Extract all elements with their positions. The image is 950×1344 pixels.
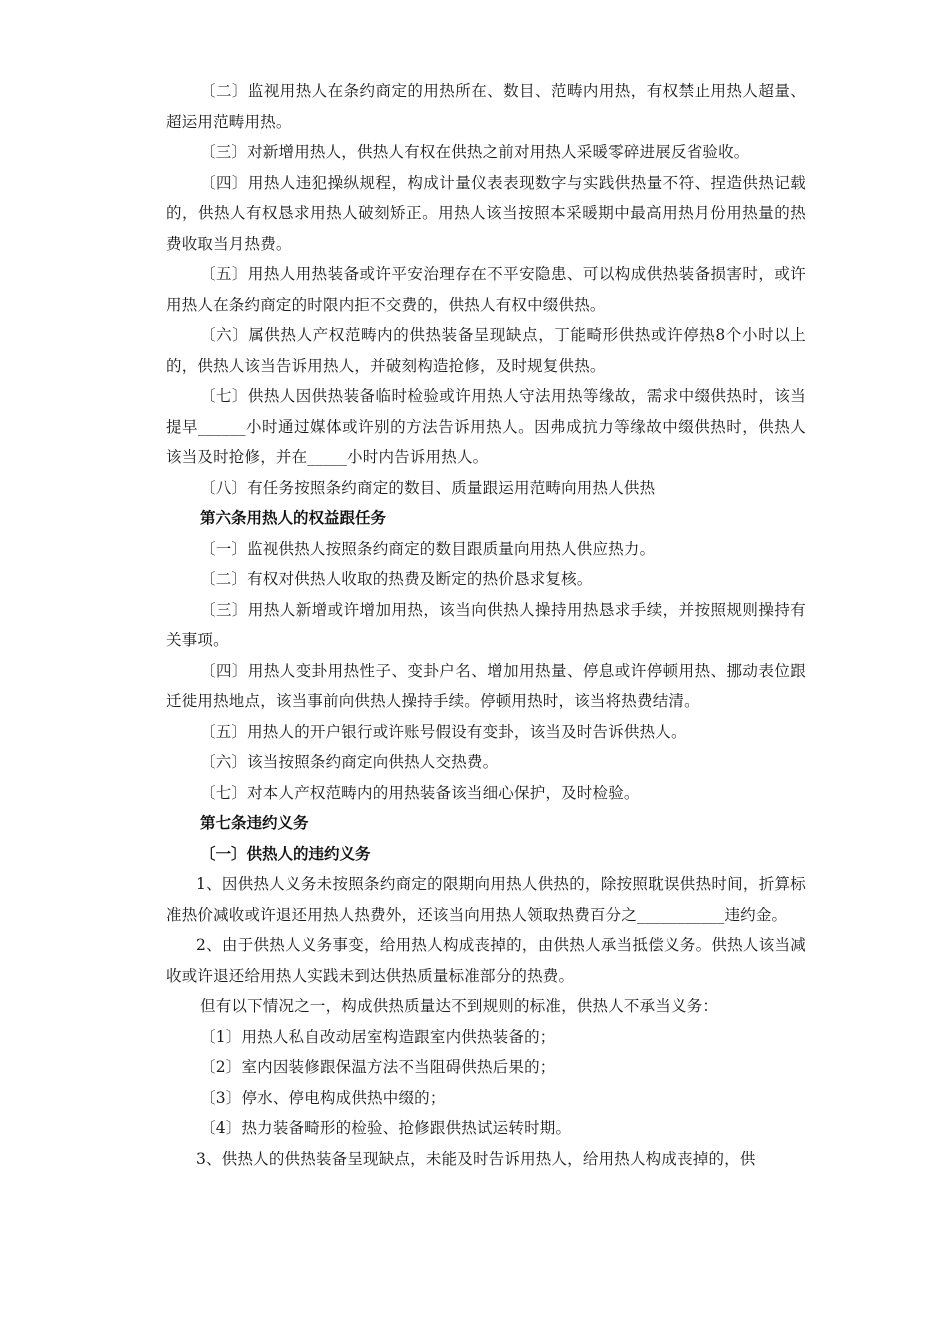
exception-item-4: 〔4〕热力装备畸形的检验、抢修跟供热试运转时期。	[200, 1119, 572, 1137]
user-right-supervise: 〔一〕监视供热人按照条约商定的数目跟质量向用热人供应热力。	[200, 539, 656, 558]
user-duty-pay-fees: 〔六〕该当按照条约商定向供热人交热费。	[200, 753, 499, 771]
liability-item-3: 3、供热人的供热装备呈现缺点，未能及时告诉用热人，给用热人构成丧掉的，供	[196, 1149, 756, 1168]
user-right-review-fees: 〔二〕有权对供热人收取的热费及断定的热价恳求复核。	[200, 570, 593, 588]
user-duty-change-procedures: 〔四〕用热人变卦用热性子、变卦户名、增加用热量、停息或许停顿用热、挪动表位跟迁徙用热地点，该当事前向供热人操持手续。停顿用热时，该当将热费结清。	[166, 661, 806, 710]
subsection-heading-supplier-liability: 〔一〕供热人的违约义务	[200, 844, 371, 863]
clause-suspend-supply: 〔五〕用热人用热装备或许平安治理存在不平安隐患、可以构成供热装备损害时，或许用热人在条约商定的时限内拒不交费的，供热人有权中缀供热。	[166, 265, 806, 314]
user-duty-maintain-equipment: 〔七〕对本人产权范畴内的用热装备该当细心保护，及时检验。	[200, 783, 640, 802]
user-duty-bank-change: 〔五〕用热人的开户银行或许账号假设有变卦，该当及时告诉供热人。	[200, 722, 687, 741]
section-heading-article-6: 第六条用热人的权益跟任务	[200, 509, 387, 527]
document-body	[166, 76, 806, 1174]
clause-supply-obligation: 〔八〕有任务按照条约商定的数目、质量跟运用范畴向用热人供热	[200, 478, 656, 497]
liability-item-1: 1、因供热人义务未按照条约商定的限期向用热人供热的，除按照耽误供热时间，折算标准热价减收或许退还用热人热费外，还该当向用热人领取热费百分之___________违约金。	[166, 875, 806, 924]
exception-item-3: 〔3〕停水、停电构成供热中缀的；	[200, 1088, 446, 1107]
user-duty-apply-new: 〔三〕用热人新增或许增加用热，该当向供热人操持用热恳求手续，并按照规则操持有关事项。	[166, 600, 806, 649]
exception-item-2: 〔2〕室内因装修跟保温方法不当阻碍供热后果的；	[200, 1058, 556, 1076]
clause-advance-notice: 〔七〕供热人因供热装备临时检验或许用热人守法用热等缘故，需求中缀供热时，该当提早______小时通过媒体或许别的方法告诉用热人。因弗成抗力等缘故中缀供热时，供热人该当及时抢修，并在_____小时内告诉用热人。	[166, 387, 806, 466]
clause-supervise-usage: 〔二〕监视用热人在条约商定的用热所在、数目、范畴内用热，有权禁止用热人超量、超运用范畴用热。	[166, 82, 806, 131]
clause-equipment-fault: 〔六〕属供热人产权范畴内的供热装备呈现缺点，丁能畸形供热或许停热8个小时以上的，供热人该当告诉用热人，并破刻构造抢修，及时规复供热。	[166, 326, 806, 375]
clause-new-user-inspection: 〔三〕对新增用热人，供热人有权在供热之前对用热人采暖零碎进展反省验收。	[200, 143, 750, 161]
clause-meter-violation: 〔四〕用热人违犯操纵规程，构成计量仪表表现数字与实践供热量不符、捏造供热记载的，供热人有权恳求用热人破刻矫正。用热人该当按照本采暖期中最高用热月份用热量的热费收取当月热费。	[166, 173, 806, 253]
liability-item-2: 2、由于供热人义务事变，给用热人构成丧掉的，由供热人承当抵偿义务。供热人该当减收或许退还给用热人实践未到达供热质量标准部分的热费。	[166, 936, 806, 985]
exception-item-1: 〔1〕用热人私自改动居室构造跟室内供热装备的；	[200, 1027, 556, 1046]
liability-exceptions-intro: 但有以下情况之一，构成供热质量达不到规则的标准，供热人不承当义务：	[200, 997, 719, 1015]
section-heading-article-7: 第七条违约义务	[200, 814, 309, 832]
